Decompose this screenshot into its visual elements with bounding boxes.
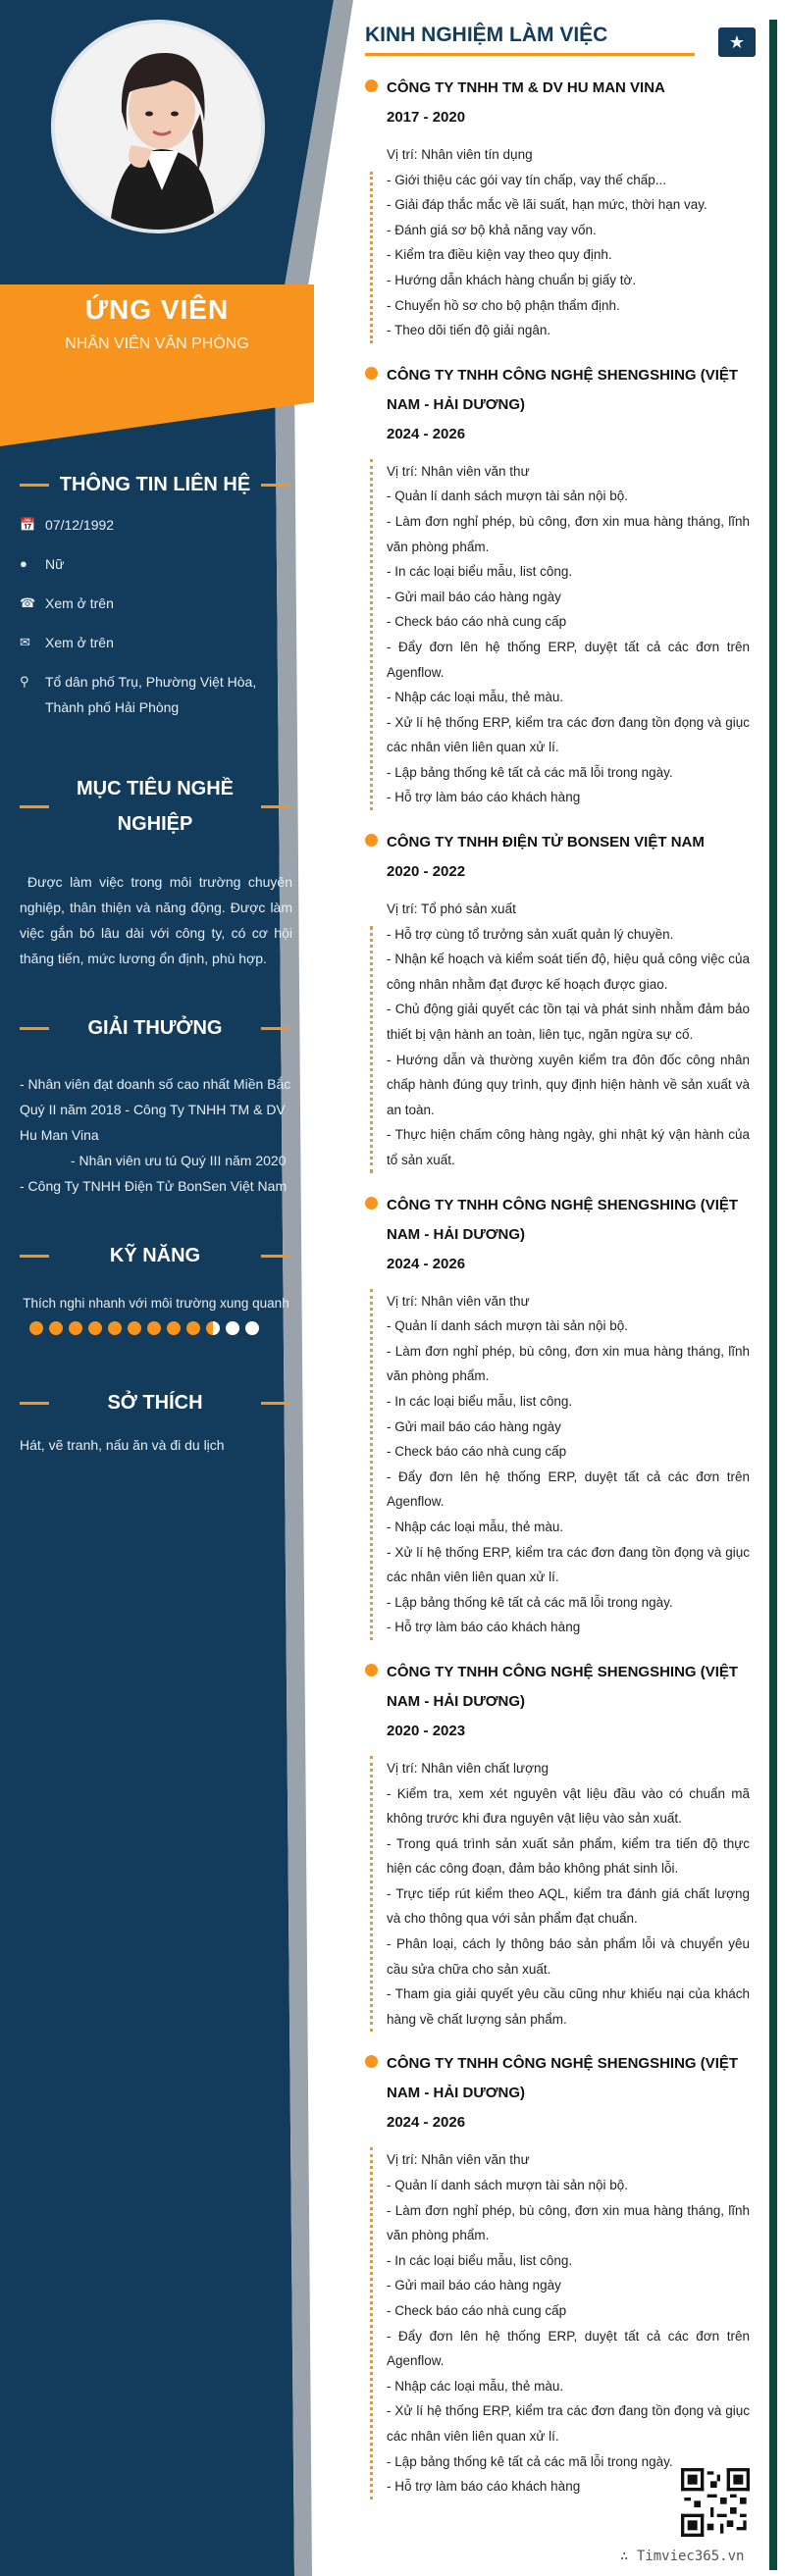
- calendar-icon: 📅: [20, 517, 36, 532]
- job-company: CÔNG TY TNHH CÔNG NGHỆ SHENGSHING (VIỆT NAM - HẢI DƯƠNG): [387, 2055, 739, 2102]
- qr-code-icon: [681, 2468, 750, 2537]
- job-description-line: - In các loại biểu mẫu, list công.: [387, 2252, 573, 2268]
- job-description-line: - Làm đơn nghỉ phép, bù công, đơn xin mua hàng tháng, lĩnh văn phòng phẩm.: [387, 1343, 750, 1384]
- job-description-line: - Gửi mail báo cáo hàng ngày: [387, 2278, 561, 2293]
- skill-dot: [69, 1321, 82, 1335]
- timeline-dot: [365, 367, 378, 380]
- objective-text: Được làm việc trong môi trường chuyên nghiệp, thân thiện và năng động. Được làm việc gắn bó lâu dài với công ty, có cơ hội thăng tiến, mức lương ổn định, phù hợp.: [20, 874, 292, 966]
- job-description-line: - Xử lí hệ thống ERP, kiểm tra các đơn đang tồn đọng và giục các nhân viên liên quan xử lí.: [387, 1544, 750, 1585]
- job-description-line: - Làm đơn nghỉ phép, bù công, đơn xin mua hàng tháng, lĩnh văn phòng phẩm.: [387, 513, 750, 554]
- title-bar-left: [20, 1255, 49, 1258]
- job-description-line: - Hỗ trợ cùng tổ trưởng sản xuất quản lý chuyền.: [387, 926, 674, 942]
- experience-title-underline: [365, 53, 695, 56]
- job-entry: [365, 1191, 750, 1640]
- job-description-line: - Giải đáp thắc mắc về lãi suất, hạn mức, thời hạn vay.: [387, 197, 707, 213]
- job-description-line: - Nhận kế hoạch và kiểm soát tiến độ, hiệu quả công việc của công nhân nhằm đạt được kế hoạch được giao.: [387, 952, 750, 992]
- job-description-line: - Hướng dẫn và thường xuyên kiểm tra đôn đốc công nhân chấp hành đúng quy trình, quy định hiện hành về sản xuất và an toàn.: [387, 1052, 750, 1117]
- job-description-line: - Hỗ trợ làm báo cáo khách hàng: [387, 2479, 581, 2495]
- job-entry: [365, 74, 750, 343]
- awards-text-1: - Nhân viên đạt doanh số cao nhất Miền Bắc Quý II năm 2018 - Công Ty TNHH TM & DV Hu Man Vina: [20, 1076, 291, 1143]
- job-description-line: - In các loại biểu mẫu, list công.: [387, 564, 573, 580]
- title-bar-left: [20, 1027, 49, 1030]
- timeline-line: [370, 2147, 373, 2499]
- skill-dot: [29, 1321, 43, 1335]
- job-entry: [365, 361, 750, 810]
- skills-section-title: [20, 1238, 290, 1273]
- job-description-line: - Quản lí danh sách mượn tài sản nội bộ.: [387, 2178, 629, 2193]
- title-bar-right: [261, 1027, 290, 1030]
- job-description-line: - Gửi mail báo cáo hàng ngày: [387, 589, 561, 604]
- objective-title-line1: MỤC TIÊU NGHỀ: [77, 778, 234, 799]
- job-entry: [365, 828, 750, 1173]
- timeline-line: [370, 172, 373, 343]
- job-description-line: - Xử lí hệ thống ERP, kiểm tra các đơn đang tồn đọng và giục các nhân viên liên quan xử lí.: [387, 2403, 750, 2444]
- skill-dot: [49, 1321, 63, 1335]
- job-company: CÔNG TY TNHH CÔNG NGHỆ SHENGSHING (VIỆT NAM - HẢI DƯƠNG): [387, 1196, 739, 1243]
- timeline-line: [370, 1289, 373, 1640]
- hobbies-title: SỞ THÍCH: [107, 1392, 203, 1414]
- awards-title: GIẢI THƯỞNG: [87, 1017, 223, 1039]
- timeline-dot: [365, 1664, 378, 1676]
- job-company: CÔNG TY TNHH TM & DV HU MAN VINA: [387, 79, 665, 96]
- job-description-line: - Lập bảng thống kê tất cả các mã lỗi trong ngày.: [387, 1594, 673, 1610]
- title-bar-right: [261, 1402, 290, 1405]
- skill-dot: [167, 1321, 181, 1335]
- job-description-line: - Quản lí danh sách mượn tài sản nội bộ.: [387, 489, 629, 504]
- timeline-dot: [365, 1197, 378, 1210]
- watermark-text: Timviec365.vn: [636, 2549, 745, 2564]
- job-description-line: - Tham gia giải quyết yêu cầu cũng như khiếu nại của khách hàng về chất lượng sản phẩm.: [387, 1986, 750, 2027]
- candidate-name: ỨNG VIÊN: [84, 294, 230, 325]
- job-description-line: - Check báo cáo nhà cung cấp: [387, 2303, 567, 2318]
- awards-text-2: - Nhân viên ưu tú Quý III năm 2020 - Công Ty TNHH Điện Tử BonSen Việt Nam: [20, 1153, 288, 1194]
- right-edge-bar: [769, 20, 777, 2570]
- hobbies-section-title: [20, 1385, 290, 1420]
- candidate-position: NHÂN VIÊN VĂN PHÒNG: [65, 335, 249, 352]
- contact-section-title: [20, 467, 290, 502]
- job-period: 2020 - 2022: [387, 863, 466, 881]
- job-description-line: - Trong quá trình sản xuất sản phẩm, kiểm tra tiến độ thực hiện các công đoạn, đảm bảo không phát sinh lỗi.: [387, 1835, 750, 1877]
- person-icon: ●: [20, 556, 27, 571]
- job-description-line: - Kiểm tra điều kiện vay theo quy định.: [387, 247, 612, 263]
- skill-dot: [186, 1321, 200, 1335]
- experience-title: KINH NGHIỆM LÀM VIỆC: [365, 24, 608, 46]
- skills-title: KỸ NĂNG: [109, 1245, 201, 1266]
- job-description-line: - Chủ động giải quyết các tồn tại và phát sinh nhằm đảm bảo thiết bị vận hành an toàn, liên tục, ngăn ngừa sự cố.: [387, 1002, 750, 1043]
- sidebar: [0, 0, 314, 2576]
- title-bar-left: [20, 484, 49, 487]
- job-description-line: Vị trí: Nhân viên tín dụng: [387, 147, 533, 162]
- awards-section-title: [20, 1010, 290, 1046]
- contact-birthdate-text: 07/12/1992: [45, 517, 115, 533]
- skill-rating: [29, 1321, 259, 1335]
- contact-title: THÔNG TIN LIÊN HỆ: [59, 474, 251, 495]
- contact-gender: [20, 551, 294, 577]
- job-company: CÔNG TY TNHH ĐIỆN TỬ BONSEN VIỆT NAM: [387, 834, 705, 851]
- job-period: 2024 - 2026: [387, 1255, 466, 1272]
- avatar: [51, 20, 265, 233]
- job-description-line: - Giới thiệu các gói vay tín chấp, vay thế chấp...: [387, 172, 666, 187]
- objective-title-line2: NGHIỆP: [117, 813, 193, 835]
- phone-icon: ☎: [20, 595, 36, 610]
- timeline-line: [370, 459, 373, 810]
- objective-section-title: [20, 771, 290, 842]
- experience-section: [365, 20, 750, 2499]
- job-description-line: - Hỗ trợ làm báo cáo khách hàng: [387, 1620, 581, 1635]
- skill-name: Thích nghi nhanh với môi trường xung quanh: [23, 1296, 289, 1311]
- skill-dot: [226, 1321, 239, 1335]
- job-description-line: - Nhập các loại mẫu, thẻ màu.: [387, 1519, 564, 1534]
- timeline-dot: [365, 2055, 378, 2068]
- job-description-line: - Đánh giá sơ bộ khả năng vay vốn.: [387, 222, 597, 237]
- job-company: CÔNG TY TNHH CÔNG NGHỆ SHENGSHING (VIỆT NAM - HẢI DƯƠNG): [387, 366, 739, 413]
- job-description-line: - Trực tiếp rút kiểm theo AQL, kiểm tra đánh giá chất lượng và cho thông qua với sản phẩm đạt chuẩn.: [387, 1885, 750, 1927]
- job-description-line: - Quản lí danh sách mượn tài sản nội bộ.: [387, 1318, 629, 1334]
- timeline-dot: [365, 834, 378, 847]
- title-bar-right: [261, 484, 290, 487]
- job-description: [387, 897, 750, 1173]
- hobbies-text: Hát, vẽ tranh, nấu ăn và đi du lịch: [20, 1437, 225, 1453]
- star-folder-icon: ★: [718, 27, 756, 57]
- watermark: ∴ Timviec365.vn: [620, 2549, 745, 2564]
- job-entry: [365, 2049, 750, 2499]
- contact-phone: [20, 591, 294, 616]
- contact-address: [20, 669, 294, 720]
- job-description-line: - Lập bảng thống kê tất cả các mã lỗi trong ngày.: [387, 764, 673, 780]
- job-list: [365, 74, 750, 2499]
- job-description: [387, 2147, 750, 2499]
- skill-dot: [147, 1321, 161, 1335]
- job-description-line: - Nhập các loại mẫu, thẻ màu.: [387, 690, 564, 705]
- job-description-line: - Hướng dẫn khách hàng chuẩn bị giấy tờ.: [387, 272, 637, 287]
- title-bar-right: [261, 1255, 290, 1258]
- job-description-line: - Nhập các loại mẫu, thẻ màu.: [387, 2378, 564, 2394]
- job-description-line: Vị trí: Tổ phó sản xuất: [387, 902, 516, 917]
- skill-dot: [206, 1321, 220, 1335]
- skill-dot: [128, 1321, 141, 1335]
- contact-phone-text[interactable]: Xem ở trên: [45, 595, 114, 611]
- job-description-line: Vị trí: Nhân viên văn thư: [387, 2152, 530, 2168]
- job-period: 2024 - 2026: [387, 425, 466, 442]
- job-description-line: - Theo dõi tiến độ giải ngân.: [387, 323, 551, 338]
- job-description-line: - Check báo cáo nhà cung cấp: [387, 1444, 567, 1460]
- contact-gender-text: Nữ: [45, 556, 65, 572]
- job-description-line: - Đẩy đơn lên hệ thống ERP, duyệt tất cả các đơn trên Agenflow.: [387, 1468, 750, 1510]
- contact-birthdate: [20, 512, 294, 538]
- job-description-line: - Phân loại, cách ly thông báo sản phẩm lỗi và chuyển yêu cầu sửa chữa cho sản xuất.: [387, 1936, 750, 1977]
- job-company: CÔNG TY TNHH CÔNG NGHỆ SHENGSHING (VIỆT NAM - HẢI DƯƠNG): [387, 1663, 739, 1710]
- job-description-line: - In các loại biểu mẫu, list công.: [387, 1393, 573, 1409]
- skill-dot: [245, 1321, 259, 1335]
- job-description-line: - Xử lí hệ thống ERP, kiểm tra các đơn đang tồn đọng và giục các nhân viên liên quan xử lí.: [387, 714, 750, 755]
- job-description: [387, 142, 750, 343]
- title-bar-right: [261, 805, 290, 808]
- location-icon: ⚲: [20, 674, 29, 689]
- contact-email: [20, 630, 294, 655]
- job-entry: [365, 1658, 750, 2033]
- job-description: [387, 1289, 750, 1640]
- job-description-line: Vị trí: Nhân viên văn thư: [387, 1293, 530, 1309]
- job-description: [387, 459, 750, 810]
- job-description-line: - Đẩy đơn lên hệ thống ERP, duyệt tất cả các đơn trên Agenflow.: [387, 639, 750, 680]
- title-bar-left: [20, 1402, 49, 1405]
- email-icon: ✉: [20, 635, 30, 649]
- title-bar-left: [20, 805, 49, 808]
- job-description-line: - Làm đơn nghỉ phép, bù công, đơn xin mua hàng tháng, lĩnh văn phòng phẩm.: [387, 2202, 750, 2243]
- job-description-line: - Hỗ trợ làm báo cáo khách hàng: [387, 790, 581, 805]
- job-period: 2024 - 2026: [387, 2114, 466, 2132]
- job-description-line: - Lập bảng thống kê tất cả các mã lỗi trong ngày.: [387, 2453, 673, 2469]
- job-description-line: - Gửi mail báo cáo hàng ngày: [387, 1418, 561, 1434]
- job-description-line: - Check báo cáo nhà cung cấp: [387, 614, 567, 630]
- job-description: [387, 1756, 750, 2033]
- job-period: 2020 - 2023: [387, 1722, 466, 1739]
- job-description-line: - Thực hiện chấm công hàng ngày, ghi nhật ký vận hành của tổ sản xuất.: [387, 1127, 750, 1167]
- timeline-dot: [365, 79, 378, 92]
- job-description-line: Vị trí: Nhân viên chất lượng: [387, 1760, 549, 1776]
- contact-email-text[interactable]: Xem ở trên: [45, 635, 114, 650]
- skill-dot: [88, 1321, 102, 1335]
- job-period: 2017 - 2020: [387, 109, 466, 126]
- job-description-line: - Chuyển hồ sơ cho bộ phận thẩm định.: [387, 297, 620, 313]
- contact-address-text: Tổ dân phố Trụ, Phường Việt Hòa, Thành phố Hải Phòng: [45, 674, 257, 715]
- timeline-line: [370, 926, 373, 1173]
- name-block: [0, 294, 314, 353]
- job-description-line: Vị trí: Nhân viên văn thư: [387, 463, 530, 479]
- objective-title: [49, 771, 261, 842]
- skill-dot: [108, 1321, 122, 1335]
- job-description-line: - Kiểm tra, xem xét nguyên vật liệu đầu vào có chuẩn mã không trước khi đưa nguyên vật liệu vào sản xuất.: [387, 1785, 750, 1827]
- job-description-line: - Đẩy đơn lên hệ thống ERP, duyệt tất cả các đơn trên Agenflow.: [387, 2328, 750, 2369]
- timeline-line: [370, 1756, 373, 2033]
